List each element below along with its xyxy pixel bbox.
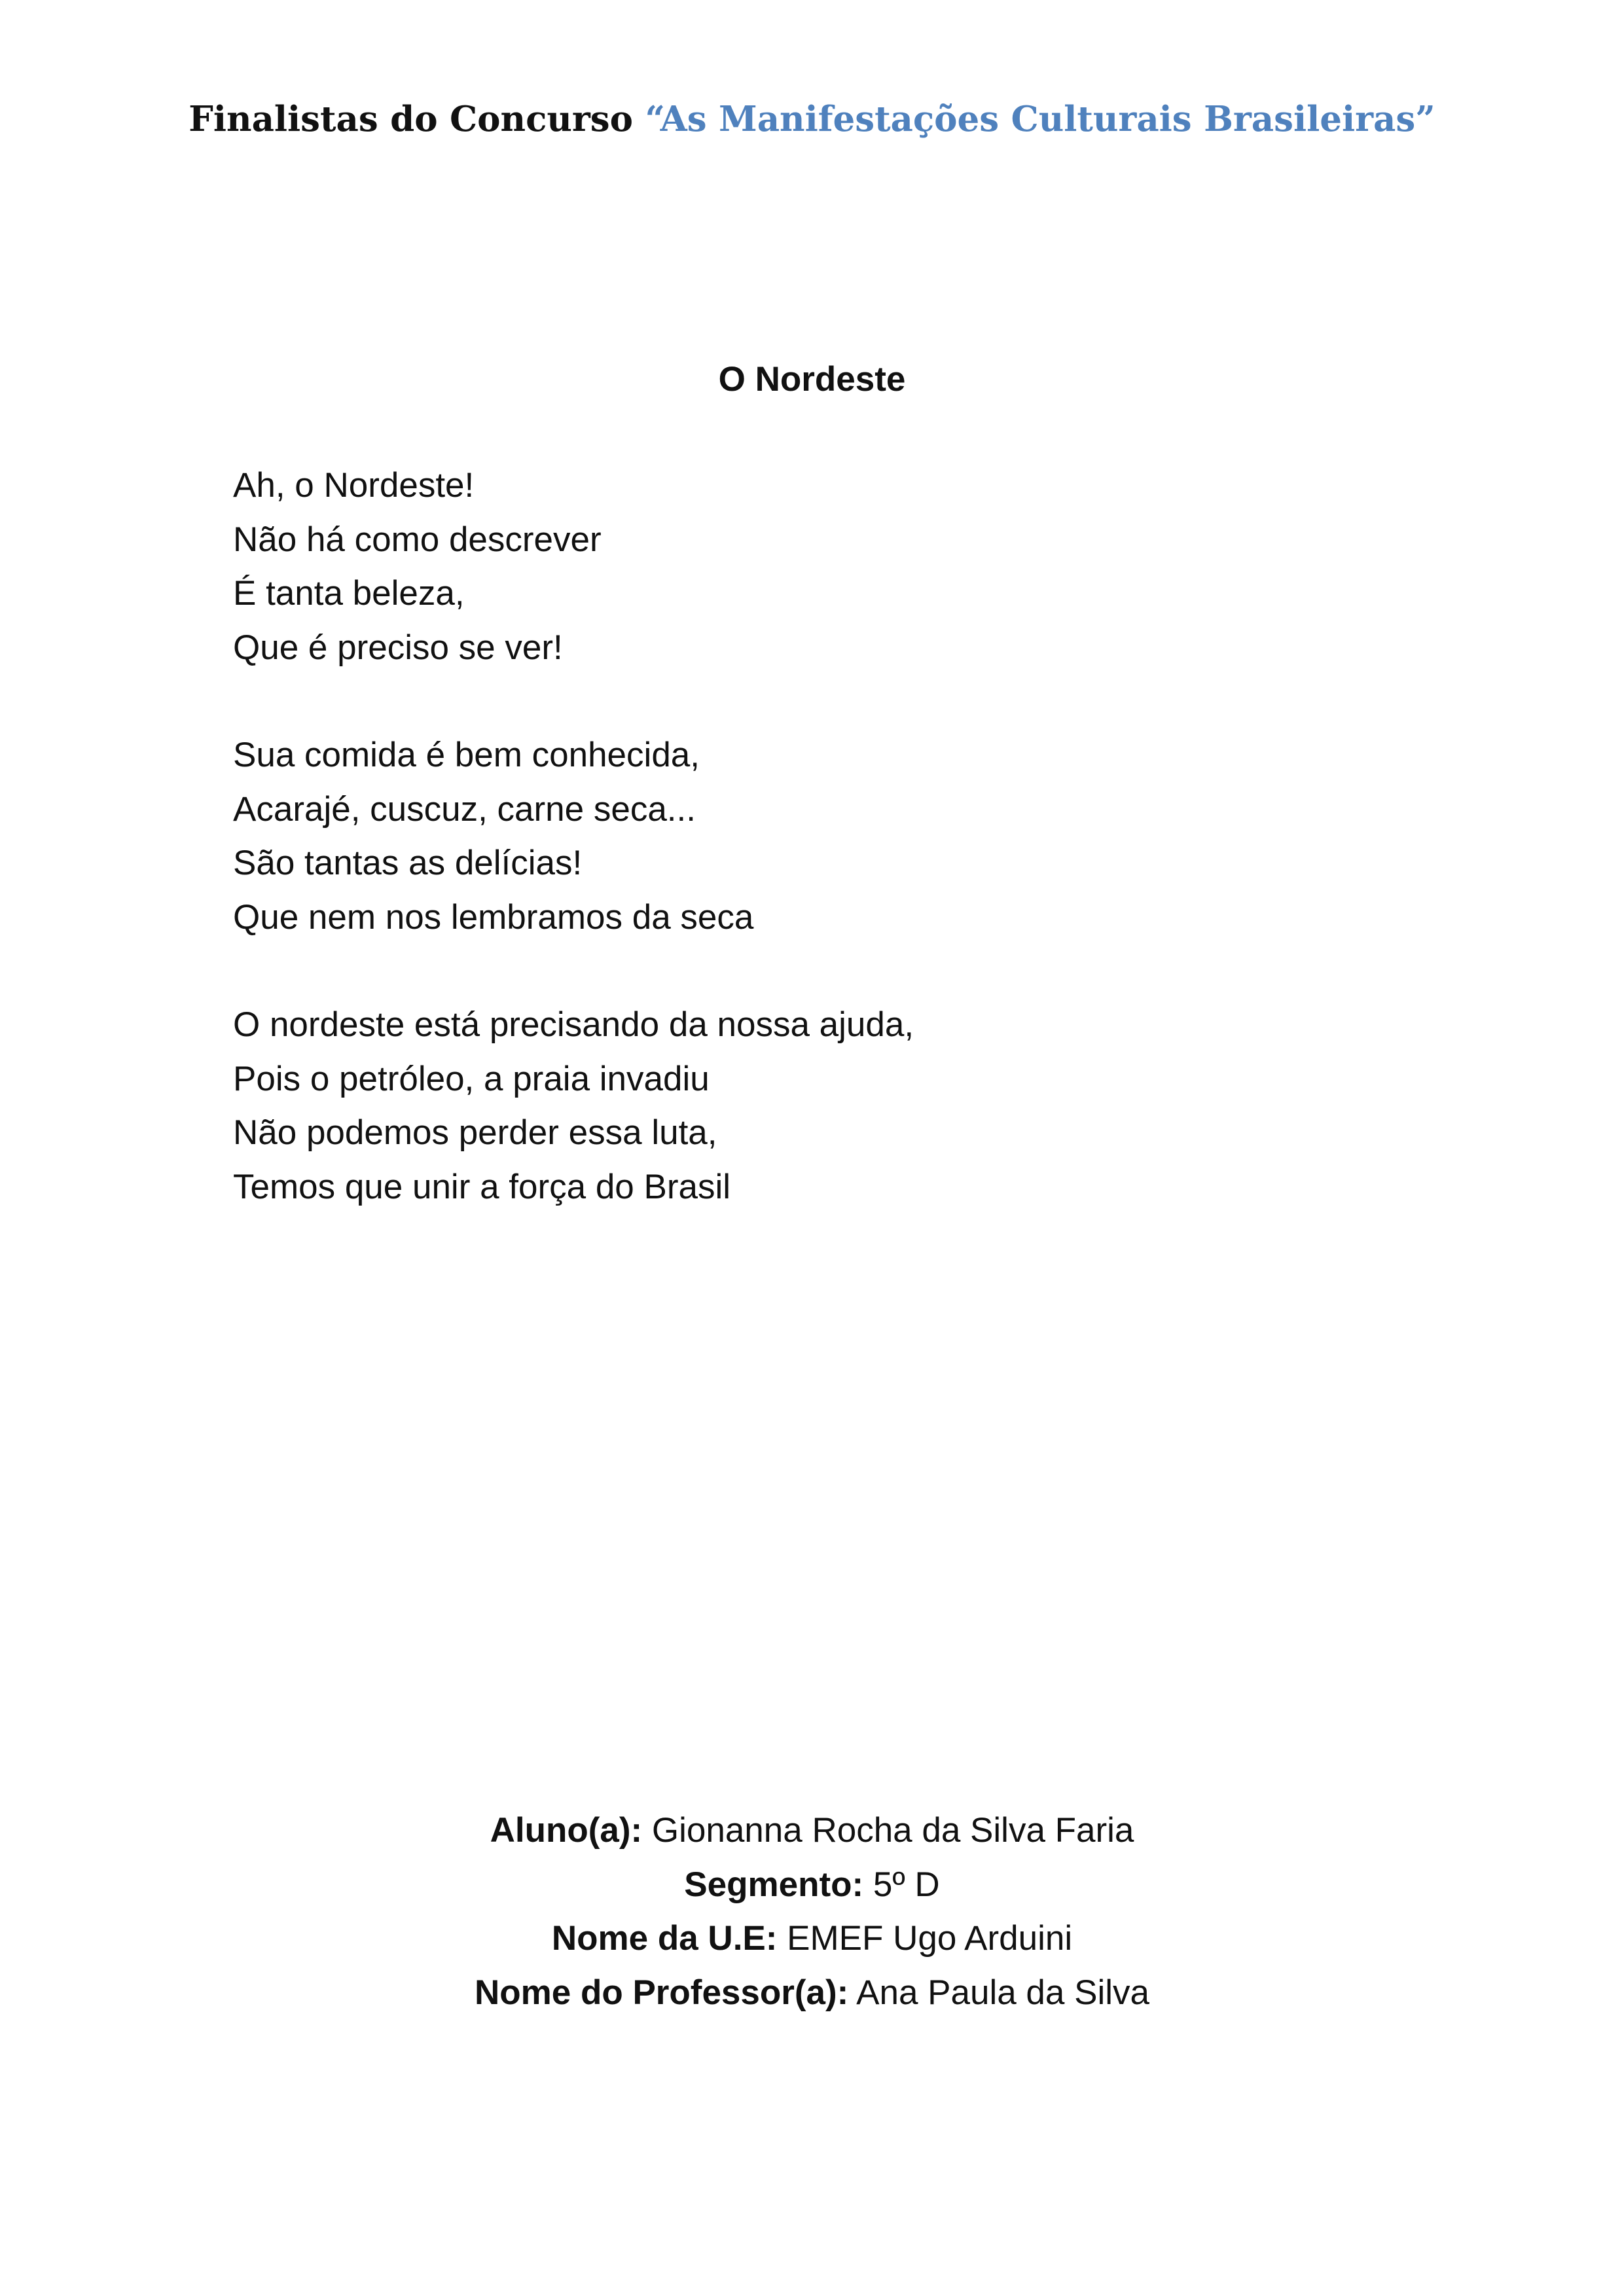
poem-line: Acarajé, cuscuz, carne seca...	[233, 789, 696, 829]
poem-line: É tanta beleza,	[233, 574, 465, 613]
poem-line: O nordeste está precisando da nossa ajuda,	[233, 1005, 914, 1044]
poem-stanza-3	[233, 998, 1411, 1214]
credit-teacher	[0, 1966, 1624, 2020]
poem-line: Pois o petróleo, a praia invadiu	[233, 1059, 710, 1098]
author-credits	[0, 1804, 1624, 2020]
contest-name: “As Manifestações Culturais Brasileiras”	[645, 99, 1435, 139]
poem-body	[233, 459, 1411, 1268]
student-name: Gionanna Rocha da Silva Faria	[642, 1811, 1134, 1850]
contest-header-prefix: Finalistas do Concurso	[189, 99, 645, 139]
poem-line: Sua comida é bem conhecida,	[233, 736, 700, 774]
poem-line: Temos que unir a força do Brasil	[233, 1167, 731, 1206]
poem-stanza-2	[233, 728, 1411, 944]
poem-line: Não podemos perder essa luta,	[233, 1113, 717, 1152]
poem-line: Ah, o Nordeste!	[233, 466, 475, 505]
poem-stanza-1	[233, 459, 1411, 675]
poem-title: O Nordeste	[718, 360, 906, 399]
teacher-label: Nome do Professor(a):	[475, 1973, 849, 2012]
segment-value: 5º D	[863, 1865, 940, 1904]
segment-label: Segmento:	[684, 1865, 864, 1904]
school-name: EMEF Ugo Arduini	[777, 1919, 1073, 1958]
teacher-name: Ana Paula da Silva	[848, 1973, 1149, 2012]
credit-segment	[0, 1858, 1624, 1912]
credit-school	[0, 1912, 1624, 1966]
contest-header	[0, 93, 1624, 145]
student-label: Aluno(a):	[490, 1811, 643, 1850]
poem-line: São tantas as delícias!	[233, 844, 583, 882]
poem-line: Que é preciso se ver!	[233, 628, 563, 667]
poem-line: Que nem nos lembramos da seca	[233, 897, 754, 937]
school-label: Nome da U.E:	[551, 1919, 778, 1958]
credit-student	[0, 1804, 1624, 1858]
poem-line: Não há como descrever	[233, 520, 602, 559]
